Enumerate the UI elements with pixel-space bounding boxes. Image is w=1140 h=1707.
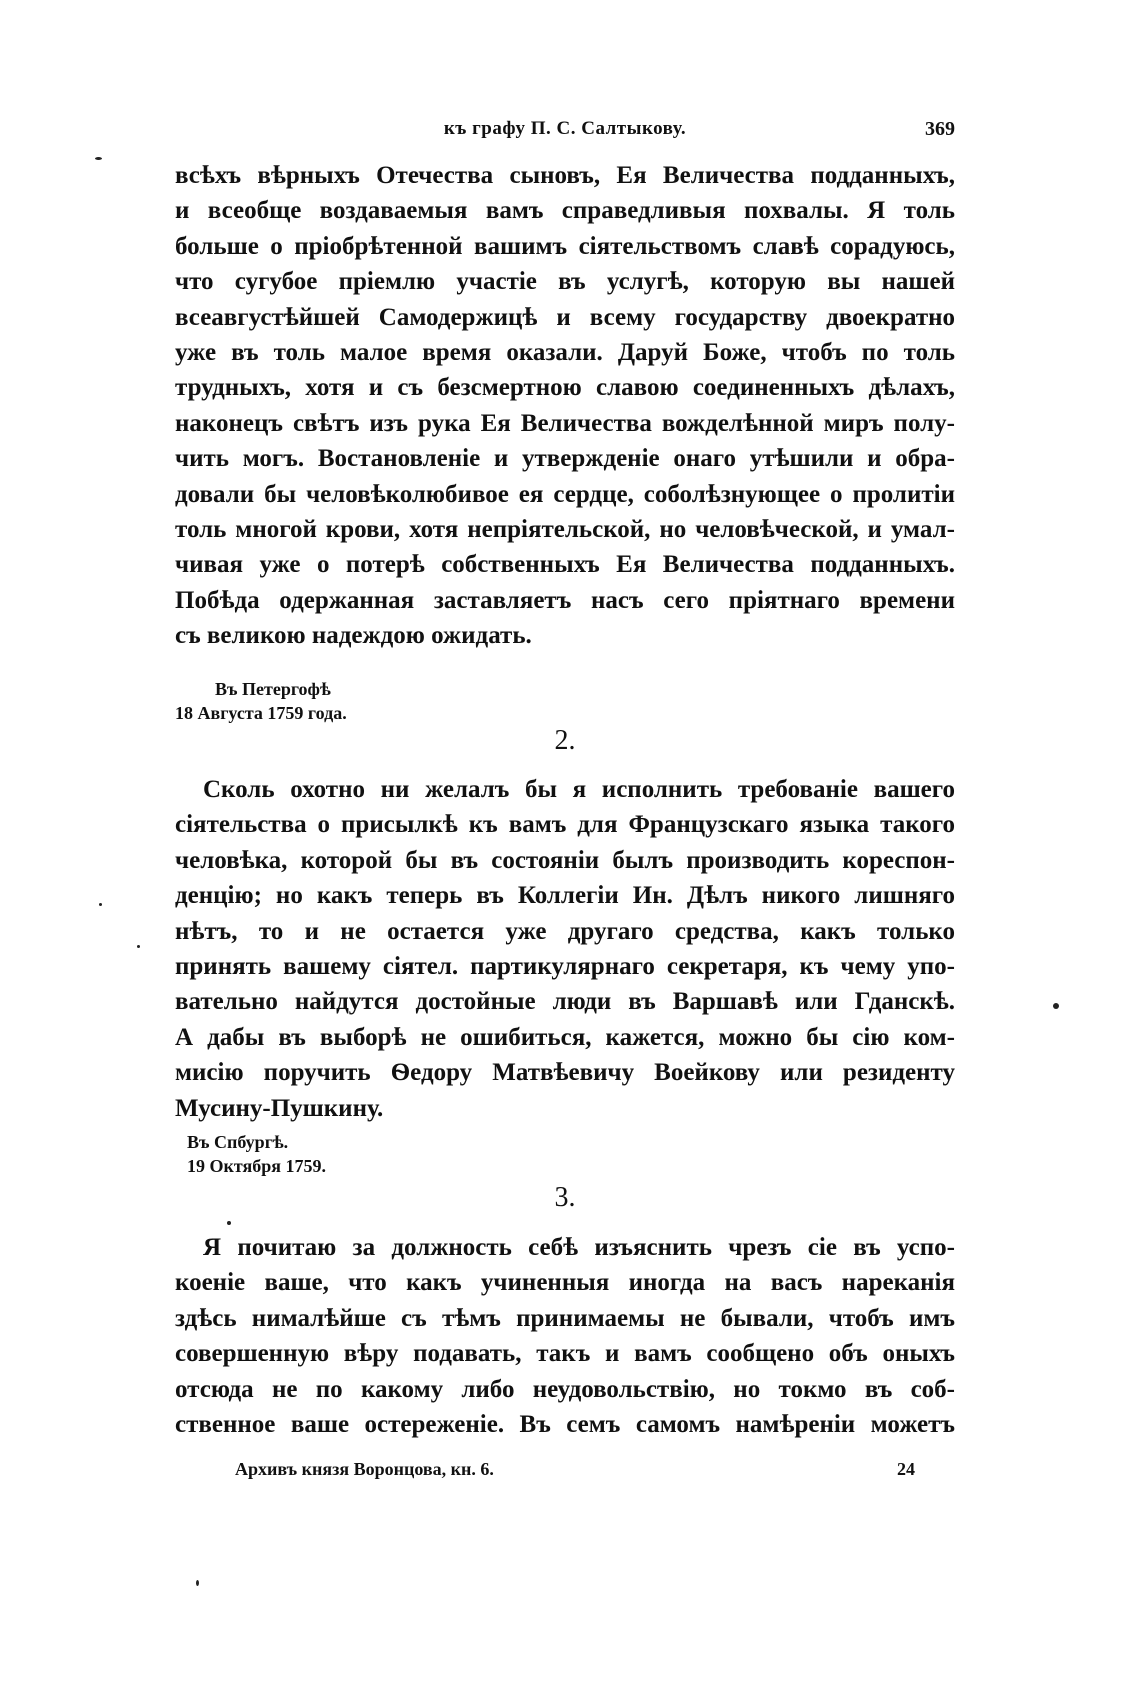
- text-line: всѣхъ вѣрныхъ Отечества сыновъ, Ея Величества подданныхъ,: [175, 162, 955, 189]
- text-line: чить могъ. Востановленіе и утвержденіе онаго утѣшили и обра-: [175, 445, 955, 473]
- sign-place: Въ Петергофѣ: [215, 679, 331, 699]
- text-line: Побѣда одержанная заставляетъ насъ сего пріятнаго времени: [175, 586, 955, 614]
- text-line: А дабы въ выборѣ не ошибиться, кажется, можно бы сію ком-: [175, 1023, 955, 1051]
- running-header: [175, 118, 955, 146]
- text-line: всеавгустѣйшей Самодержицѣ и всему государству двоекратно: [175, 303, 955, 331]
- text-line: коеніе ваше, что какъ учиненныя иногда на васъ нареканія: [175, 1269, 955, 1297]
- text-line: съ великою надеждою ожидать.: [175, 622, 532, 650]
- text-line: совершенную вѣру подавать, такъ и вамъ сообщено объ оныхъ: [175, 1340, 955, 1368]
- signature-block-2: [175, 1130, 326, 1178]
- text-line: Сколь охотно ни желалъ бы я исполнить требованіе вашего: [203, 776, 955, 803]
- text-line: уже въ толь малое время оказали. Даруй Боже, чтобъ по толь: [175, 338, 955, 366]
- text-line: Мусину-Пушкину.: [175, 1094, 384, 1122]
- text-line: Я почитаю за должность себѣ изъяснить чрезъ сіе въ успо-: [203, 1234, 955, 1261]
- text-line: вательно найдутся достойные люди въ Варшавѣ или Гданскѣ.: [175, 988, 955, 1016]
- section-number-2: 2.: [554, 725, 576, 756]
- text-line: трудныхъ, хотя и съ безсмертною славою соединенныхъ дѣлахъ,: [175, 374, 955, 402]
- text-line: нѣтъ, то и не остается уже другаго средства, какъ только: [175, 917, 955, 945]
- scan-speck: [99, 903, 102, 906]
- text-line: наконецъ свѣтъ изъ рука Ея Величества вожделѣнной миръ полу-: [175, 409, 955, 437]
- scan-speck: [227, 1221, 231, 1225]
- signature-block-1: [175, 677, 347, 725]
- scan-speck: [137, 945, 140, 948]
- paragraph-3: [175, 1230, 955, 1442]
- sign-date: 18 Августа 1759 года.: [175, 703, 347, 723]
- section-number-3: 3.: [554, 1182, 576, 1213]
- running-title: къ графу П. С. Салтыкову.: [443, 118, 687, 139]
- paragraph-2: [175, 772, 955, 1126]
- text-line: довали бы человѣколюбивое ея сердце, соболѣзнующее о пролитіи: [175, 480, 955, 508]
- text-line: принять вашему сіятел. партикулярнаго секретаря, къ чему упо-: [175, 952, 955, 980]
- text-line: и всеобще воздаваемыя вамъ справедливыя похвалы. Я толь: [175, 197, 955, 225]
- scan-speck: [196, 1580, 199, 1586]
- text-line: отсюда не по какому либо неудовольствію, но токмо въ соб-: [175, 1375, 955, 1403]
- text-line: здѣсь нималѣйше съ тѣмъ принимаемы не бывали, чтобъ имъ: [175, 1304, 955, 1332]
- text-line: толь многой крови, хотя непріятельской, но человѣческой, и умал-: [175, 515, 955, 543]
- paragraph-1: [175, 158, 955, 653]
- page-number: 369: [925, 118, 955, 140]
- text-line: ственное ваше остереженіе. Въ семъ самомъ намѣреніи можетъ: [175, 1410, 955, 1438]
- signature-mark: 24: [897, 1459, 915, 1479]
- text-line: что сугубое пріемлю участіе въ услугѣ, которую вы нашей: [175, 268, 955, 296]
- text-line: сіятельства о присылкѣ къ вамъ для Французскаго языка такого: [175, 811, 955, 839]
- sign-date: 19 Октября 1759.: [187, 1156, 326, 1176]
- page-footer: [235, 1459, 915, 1480]
- text-line: мисію поручить Ѳедору Матвѣевичу Воейкову или резиденту: [175, 1059, 955, 1087]
- text-line: больше о пріобрѣтенной вашимъ сіятельствомъ славѣ сорадуюсь,: [175, 232, 955, 260]
- scan-speck: [95, 157, 102, 160]
- footer-source: Архивъ князя Воронцова, кн. 6.: [235, 1459, 494, 1479]
- text-line: денцію; но какъ теперь въ Коллегіи Ин. Дѣлъ никого лишняго: [175, 882, 955, 910]
- sign-place: Въ Спбургѣ.: [187, 1132, 289, 1152]
- scan-speck: [1053, 1003, 1059, 1009]
- text-line: чивая уже о потерѣ собственныхъ Ея Величества подданныхъ.: [175, 551, 955, 579]
- text-line: человѣка, которой бы въ состояніи былъ производить кореспон-: [175, 846, 955, 874]
